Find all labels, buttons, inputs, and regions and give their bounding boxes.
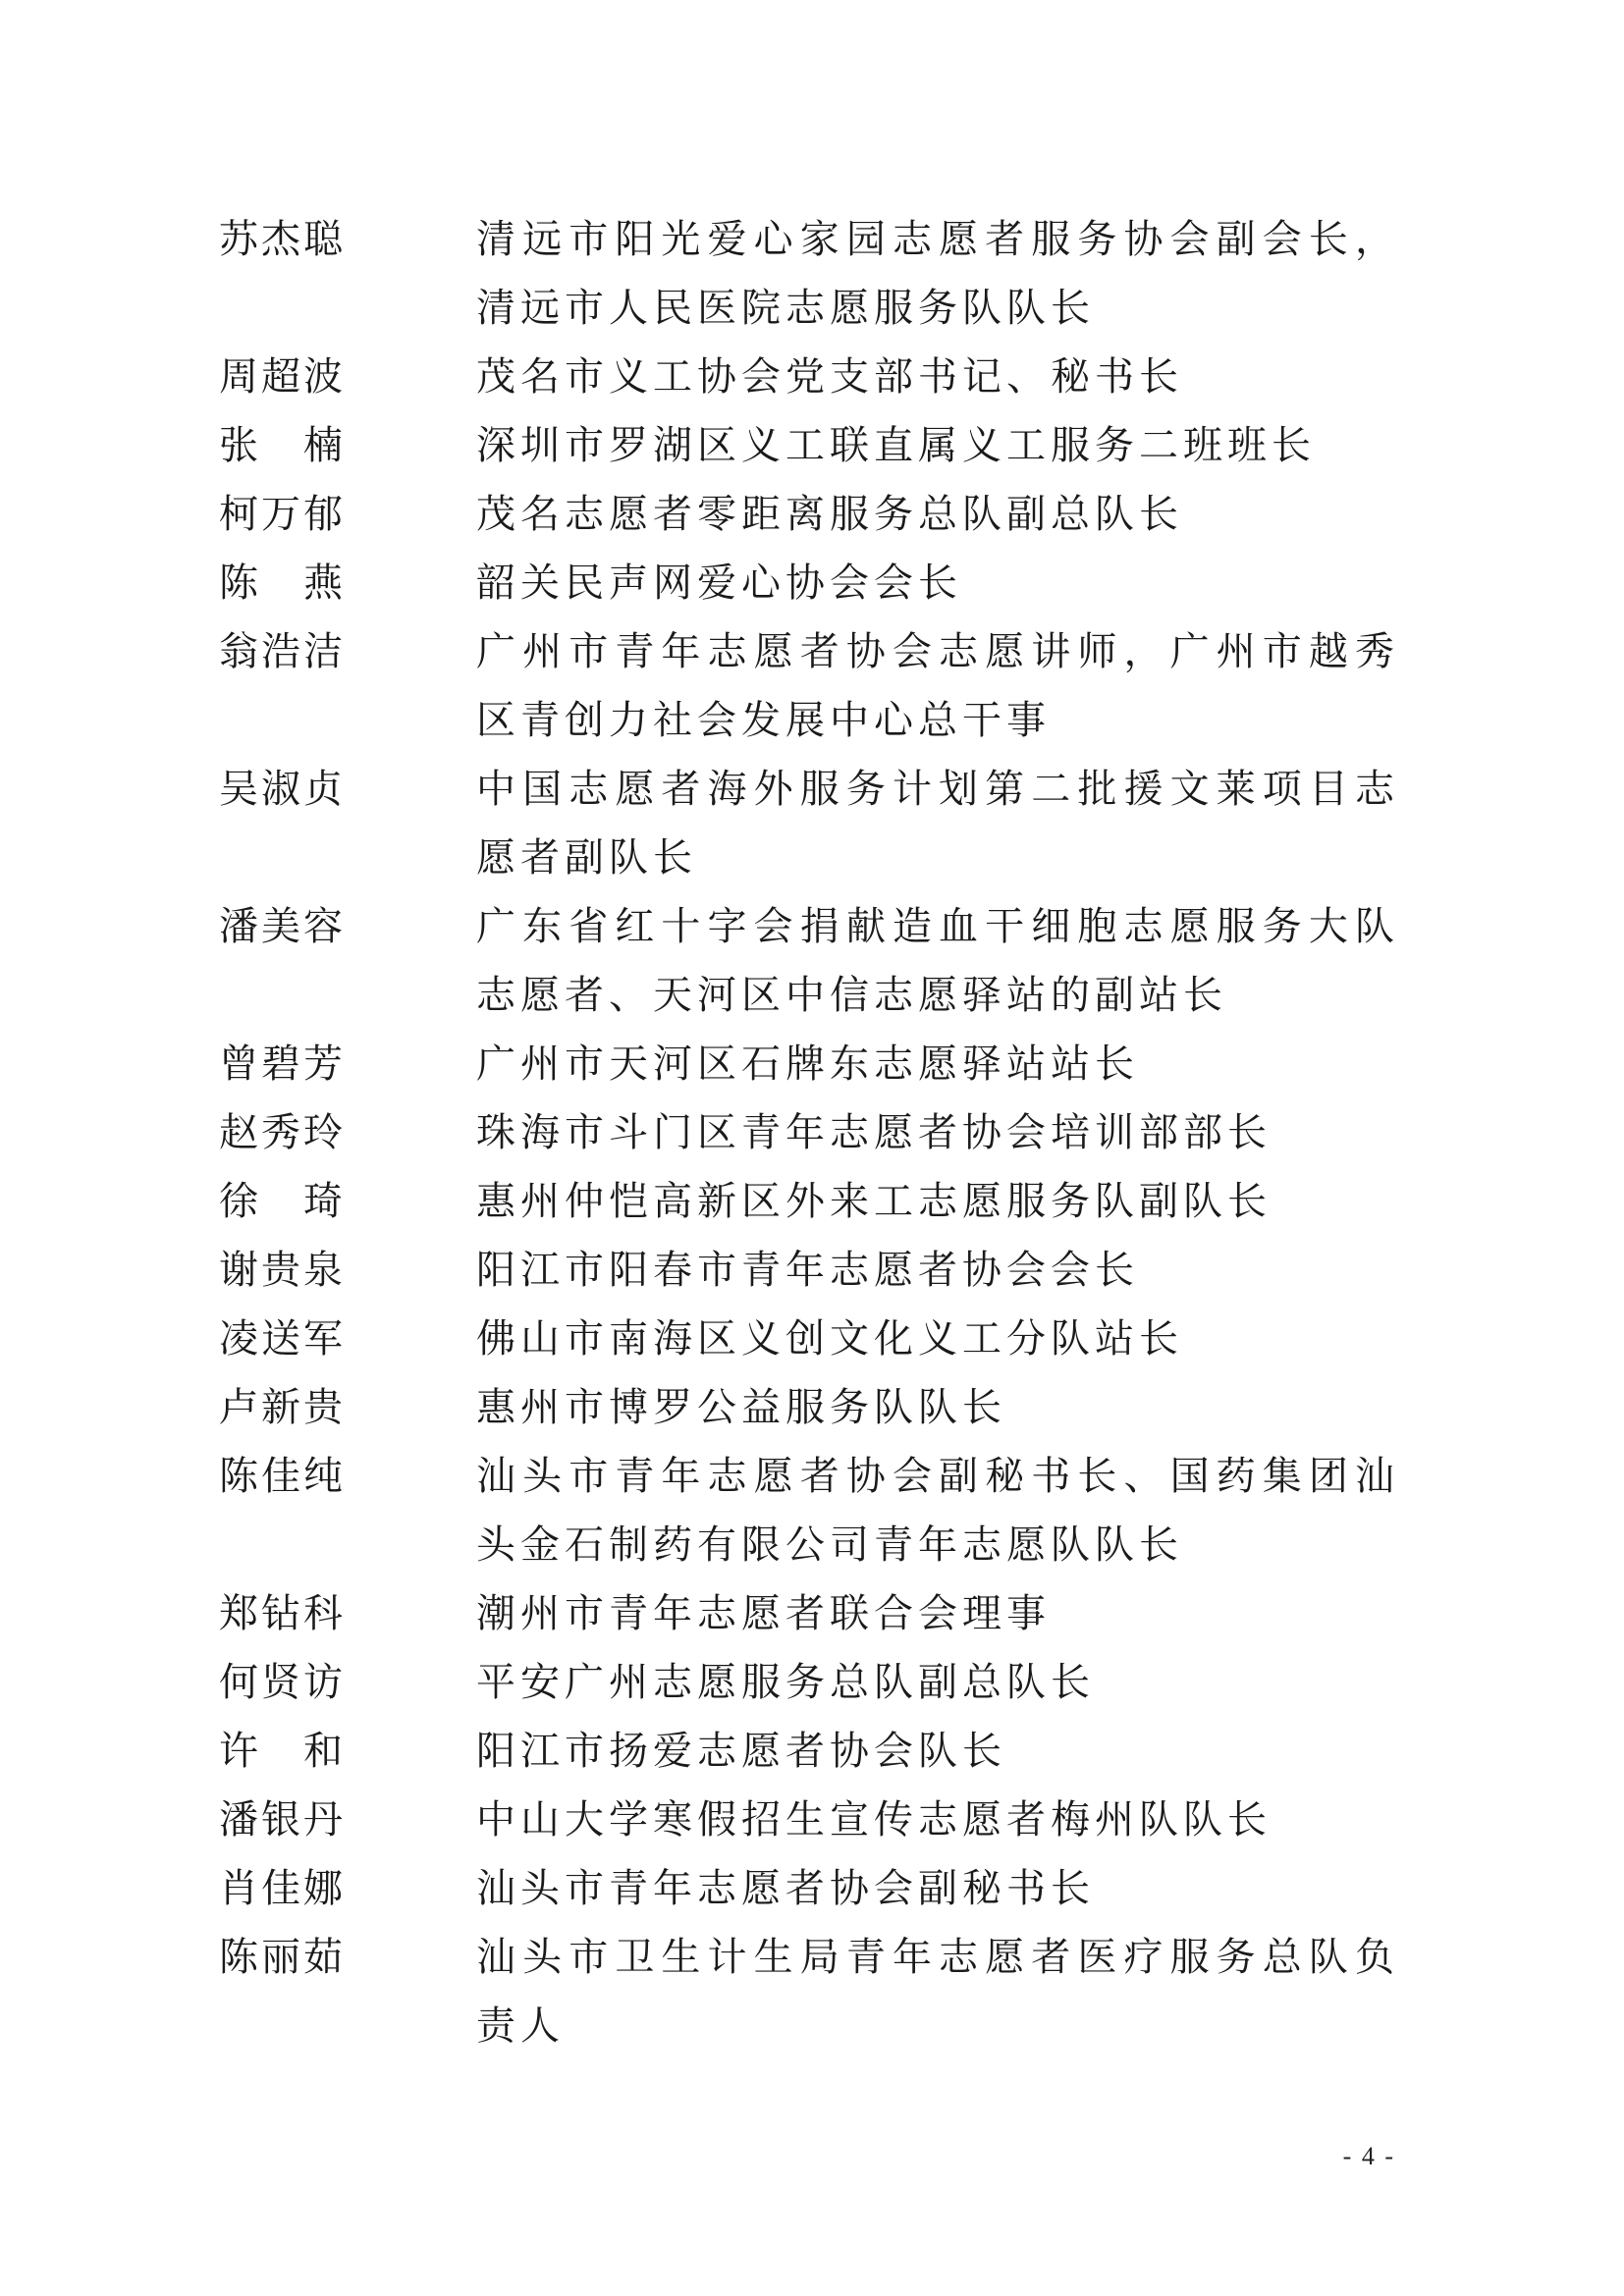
person-role: 珠海市斗门区青年志愿者协会培训部部长 — [476, 1110, 1272, 1155]
person-name: 柯万郁 — [219, 492, 346, 537]
person-role: 阳江市扬爱志愿者协会队长 — [476, 1729, 1006, 1774]
person-name: 吴淑贞 — [219, 767, 346, 812]
person-name: 卢新贵 — [219, 1385, 346, 1430]
person-name: 潘美容 — [219, 904, 346, 949]
person-name: 许 和 — [219, 1729, 346, 1774]
person-name: 谢贵泉 — [219, 1248, 346, 1293]
list-item — [219, 1305, 1417, 1373]
person-role: 惠州仲恺高新区外来工志愿服务队副队长 — [476, 1179, 1272, 1224]
list-item — [219, 1579, 1417, 1648]
person-name: 周超波 — [219, 354, 346, 400]
list-item — [219, 1786, 1417, 1854]
person-name: 苏杰聪 — [219, 217, 346, 262]
person-role: 中山大学寒假招生宣传志愿者梅州队队长 — [476, 1797, 1272, 1842]
person-name: 陈佳纯 — [219, 1454, 346, 1499]
list-item — [219, 617, 1417, 755]
volunteer-list — [219, 205, 1417, 2060]
person-role: 惠州市博罗公益服务队队长 — [476, 1385, 1006, 1430]
person-name: 翁浩洁 — [219, 629, 346, 674]
person-role: 广州市天河区石牌东志愿驿站站长 — [476, 1041, 1139, 1087]
list-item — [219, 1442, 1417, 1579]
person-role: 汕头市卫生计生局青年志愿者医疗服务总队负责人 — [476, 1935, 1399, 2049]
person-role: 茂名市义工协会党支部书记、秘书长 — [476, 354, 1183, 400]
list-item — [219, 1373, 1417, 1442]
person-name: 潘银丹 — [219, 1797, 346, 1842]
person-role: 深圳市罗湖区义工联直属义工服务二班班长 — [476, 423, 1316, 468]
person-name: 肖佳娜 — [219, 1866, 346, 1911]
person-role: 阳江市阳春市青年志愿者协会会长 — [476, 1248, 1139, 1293]
list-item — [219, 1648, 1417, 1717]
person-name: 凌送军 — [219, 1316, 346, 1362]
list-item — [219, 205, 1417, 343]
list-item — [219, 1030, 1417, 1098]
list-item — [219, 1236, 1417, 1305]
person-name: 郑钻科 — [219, 1591, 346, 1636]
person-role: 韶关民声网爱心协会会长 — [476, 561, 962, 606]
list-item — [219, 1098, 1417, 1167]
list-item — [219, 755, 1417, 892]
list-item — [219, 892, 1417, 1030]
person-name: 徐 琦 — [219, 1179, 346, 1224]
list-item — [219, 343, 1417, 411]
person-role: 茂名志愿者零距离服务总队副总队长 — [476, 492, 1183, 537]
list-item — [219, 411, 1417, 480]
person-role: 汕头市青年志愿者协会副秘书长、国药集团汕头金石制药有限公司青年志愿队队长 — [476, 1454, 1399, 1568]
person-role: 广州市青年志愿者协会志愿讲师，广州市越秀区青创力社会发展中心总干事 — [476, 629, 1399, 743]
list-item — [219, 1923, 1417, 2060]
person-name: 赵秀玲 — [219, 1110, 346, 1155]
list-item — [219, 549, 1417, 617]
person-role: 佛山市南海区义创文化义工分队站长 — [476, 1316, 1183, 1362]
person-role: 中国志愿者海外服务计划第二批援文莱项目志愿者副队长 — [476, 767, 1399, 881]
person-name: 张 楠 — [219, 423, 346, 468]
person-name: 曾碧芳 — [219, 1041, 346, 1087]
page-number: - 4 - — [1342, 2142, 1395, 2170]
list-item — [219, 480, 1417, 549]
person-name: 陈丽茹 — [219, 1935, 346, 1980]
person-role: 清远市阳光爱心家园志愿者服务协会副会长，清远市人民医院志愿服务队队长 — [476, 217, 1399, 331]
list-item — [219, 1167, 1417, 1236]
person-role: 汕头市青年志愿者协会副秘书长 — [476, 1866, 1095, 1911]
list-item — [219, 1854, 1417, 1923]
person-role: 广东省红十字会捐献造血干细胞志愿服务大队志愿者、天河区中信志愿驿站的副站长 — [476, 904, 1399, 1018]
person-name: 何贤访 — [219, 1660, 346, 1705]
person-name: 陈 燕 — [219, 561, 346, 606]
person-role: 潮州市青年志愿者联合会理事 — [476, 1591, 1051, 1636]
list-item — [219, 1717, 1417, 1786]
person-role: 平安广州志愿服务总队副总队长 — [476, 1660, 1095, 1705]
